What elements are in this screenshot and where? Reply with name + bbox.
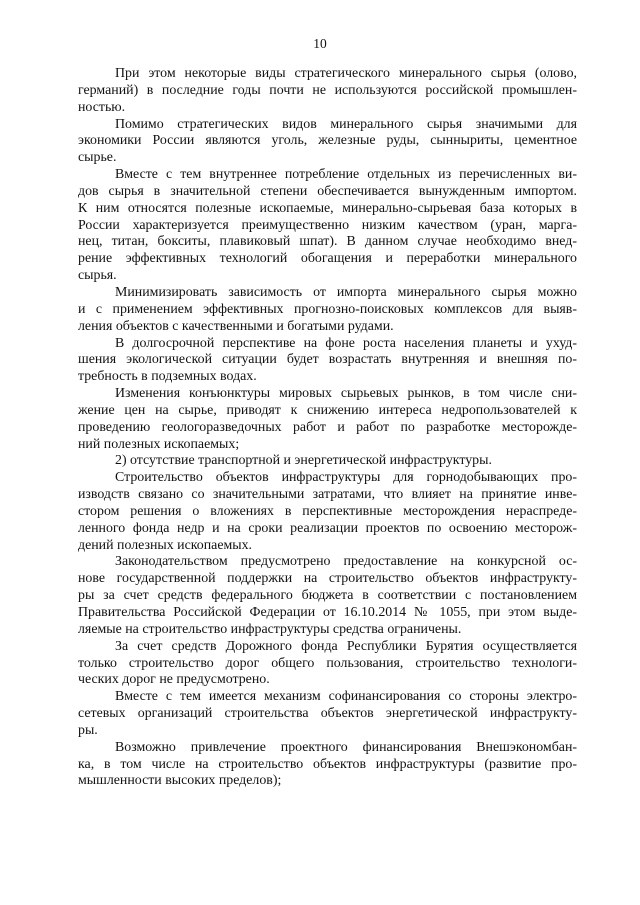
paragraph-line: России характеризуется преимущественно низким качеством (уран, марга-: [78, 217, 577, 233]
paragraph-line: 2) отсутствие транспортной и энергетической инфраструктуры.: [115, 453, 492, 469]
paragraph: [78, 740, 577, 791]
paragraph-line: экономики России являются уголь, железные руды, сынныриты, цементное: [78, 133, 577, 149]
paragraph-line: ления объектов с качественными и богатыми рудами.: [78, 318, 394, 334]
page-number: 10: [313, 36, 327, 51]
paragraph: [78, 117, 577, 168]
body-text: [78, 66, 577, 790]
paragraph-line: сырье.: [78, 150, 117, 166]
paragraph-line: К ним относятся полезные ископаемые, минерально-сырьевая база которых в: [78, 200, 577, 216]
paragraph-line: При этом некоторые виды стратегического минерального сырья (олово,: [115, 66, 577, 81]
paragraph-line: только строительство дорог общего пользования, строительство технологи-: [78, 655, 577, 671]
paragraph: [78, 470, 577, 554]
paragraph-line: шения экологической ситуации будет возрастать внутренняя и внешняя по-: [78, 352, 577, 368]
paragraph-line: ностью.: [78, 99, 126, 115]
paragraph-line: За счет средств Дорожного фонда Республики Бурятия осуществляется: [115, 638, 577, 654]
paragraph-line: мышленности высоких пределов);: [78, 773, 282, 789]
paragraph-line: ры за счет средств федерального бюджета в соответствии с постановлением: [78, 588, 577, 604]
paragraph-line: рение эффективных технологий обогащения и переработки минерального: [78, 251, 577, 267]
paragraph-line: ры.: [78, 722, 98, 738]
paragraph-line: сетевых организаций строительства объектов энергетической инфраструкту-: [78, 706, 577, 722]
paragraph-line: Вместе с тем имеется механизм софинансирования со стороны электро-: [115, 689, 577, 705]
paragraph-line: нец, титан, бокситы, плавиковый шпат). В данном случае необходимо внед-: [78, 234, 577, 250]
paragraph-line: проведению геологоразведочных работ и работ по разработке месторожде-: [78, 419, 577, 435]
paragraph-line: стором решения о вложениях в перспективные месторождения нераспреде-: [78, 503, 577, 519]
paragraph-line: дений полезных ископаемых.: [78, 537, 253, 553]
paragraph: [78, 453, 577, 470]
paragraph-line: сырья.: [78, 268, 117, 284]
paragraph-line: ческих дорог не предусмотрено.: [78, 672, 270, 688]
paragraph-line: Вместе с тем внутреннее потребление отдельных из перечисленных ви-: [115, 167, 577, 183]
paragraph-line: дов сырья в значительной степени обеспечивается вынужденным импортом.: [78, 183, 577, 199]
paragraph-line: Помимо стратегических видов минерального сырья значимыми для: [115, 116, 577, 132]
paragraph: [78, 554, 577, 638]
paragraph: [78, 336, 577, 387]
paragraph-line: и с применением эффективных прогнозно-поисковых комплексов для выяв-: [78, 301, 577, 317]
paragraph-line: В долгосрочной перспективе на фоне роста населения планеты и ухуд-: [115, 335, 577, 351]
paragraph-line: Изменения конъюнктуры мировых сырьевых рынков, в том числе сни-: [115, 386, 577, 402]
paragraph: [78, 689, 577, 740]
paragraph-line: германий) в последние годы почти не используются российской промышлен-: [78, 82, 577, 98]
paragraph-line: ленного фонда недр и на сроки реализации проектов по освоению месторож-: [78, 520, 577, 536]
paragraph: [78, 386, 577, 453]
paragraph: [78, 285, 577, 336]
paragraph: [78, 167, 577, 285]
paragraph-line: Законодательством предусмотрено предоставление на конкурсной ос-: [115, 554, 577, 570]
paragraph-line: Минимизировать зависимость от импорта минерального сырья можно: [115, 284, 577, 300]
paragraph: [78, 639, 577, 690]
paragraph-line: нове государственной поддержки на строительство объектов инфраструкту-: [78, 571, 577, 587]
paragraph-line: жение цен на сырье, приводят к снижению интереса недропользователей к: [78, 402, 577, 418]
paragraph-line: ний полезных ископаемых;: [78, 436, 240, 452]
paragraph-line: требность в подземных водах.: [78, 369, 257, 385]
paragraph-line: ляемые на строительство инфраструктуры средства ограничены.: [78, 621, 462, 637]
paragraph-line: Строительство объектов инфраструктуры для горнодобывающих про-: [115, 470, 577, 486]
paragraph-line: ка, в том числе на строительство объектов инфраструктуры (развитие про-: [78, 756, 577, 772]
paragraph-line: Возможно привлечение проектного финансирования Внешэкономбан-: [115, 739, 577, 755]
paragraph-line: Правительства Российской Федерации от 16.10.2014 № 1055, при этом выде-: [78, 605, 577, 620]
paragraph-line: изводств связано со значительными затратами, что влияет на принятие инве-: [78, 487, 577, 503]
paragraph: [78, 66, 577, 117]
